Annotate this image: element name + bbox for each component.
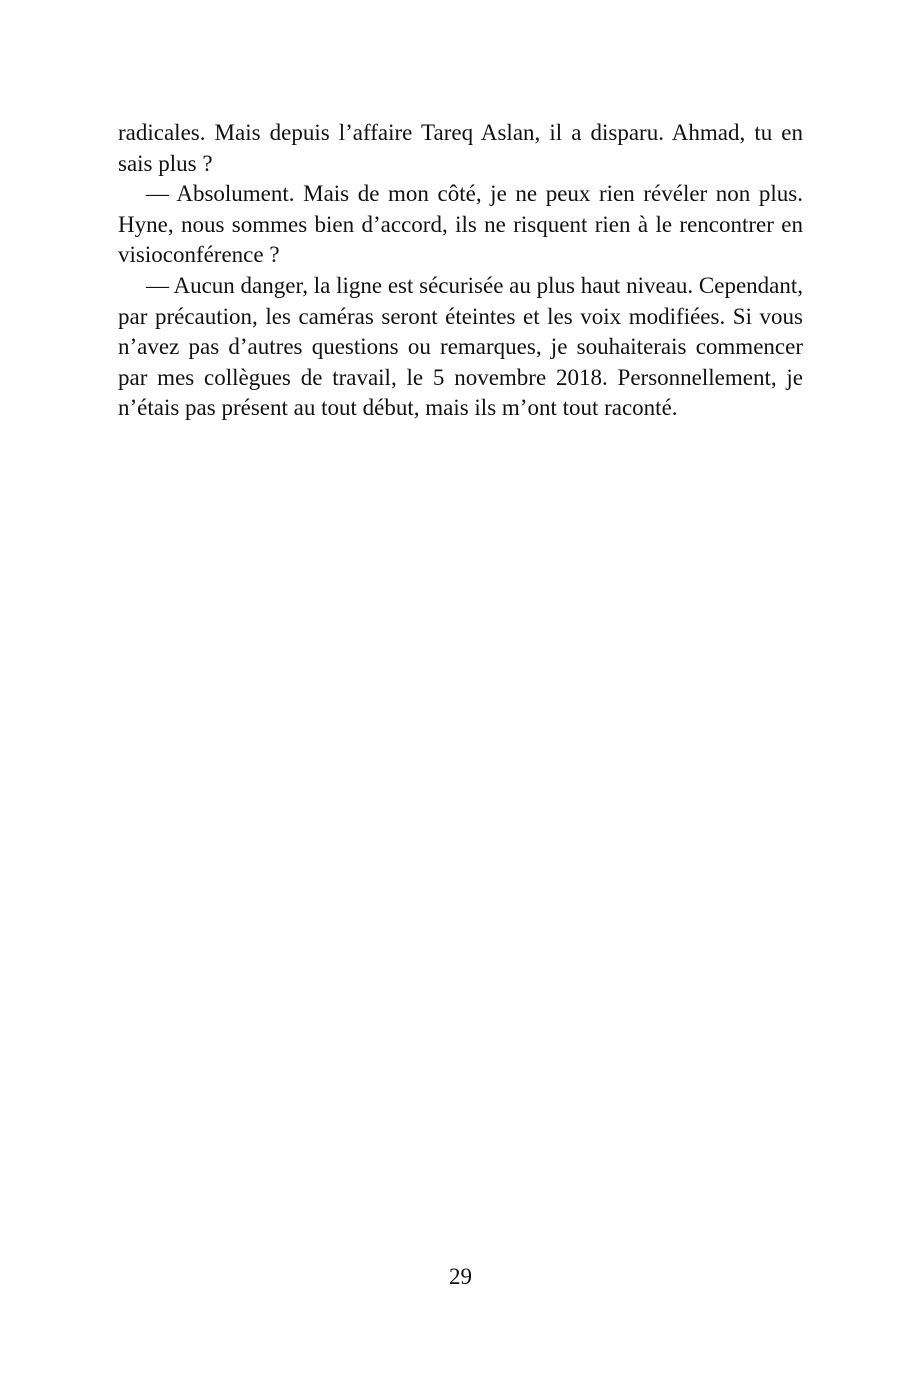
- paragraph-continuation: radicales. Mais depuis l’affaire Tareq Aslan, il a disparu. Ahmad, tu en sais plus ?: [118, 120, 803, 176]
- body-text: [118, 118, 803, 424]
- paragraph-dialogue-ahmad: — Absolument. Mais de mon côté, je ne peux rien révéler non plus. Hyne, nous sommes bien d’accord, ils ne risquent rien à le rencontrer en visioconférence ?: [118, 181, 803, 268]
- paragraph-dialogue-hyne: — Aucun danger, la ligne est sécurisée au plus haut niveau. Cependant, par précaution, les caméras seront éteintes et les voix modifiées. Si vous n’avez pas d’autres questions ou remarques, je souhaiterais commencer par mes collègues de travail, le 5 novembre 2018. Personnellement, je n’étais pas présent au tout début, mais ils m’ont tout raconté.: [118, 272, 803, 421]
- page-number: 29: [449, 1264, 472, 1289]
